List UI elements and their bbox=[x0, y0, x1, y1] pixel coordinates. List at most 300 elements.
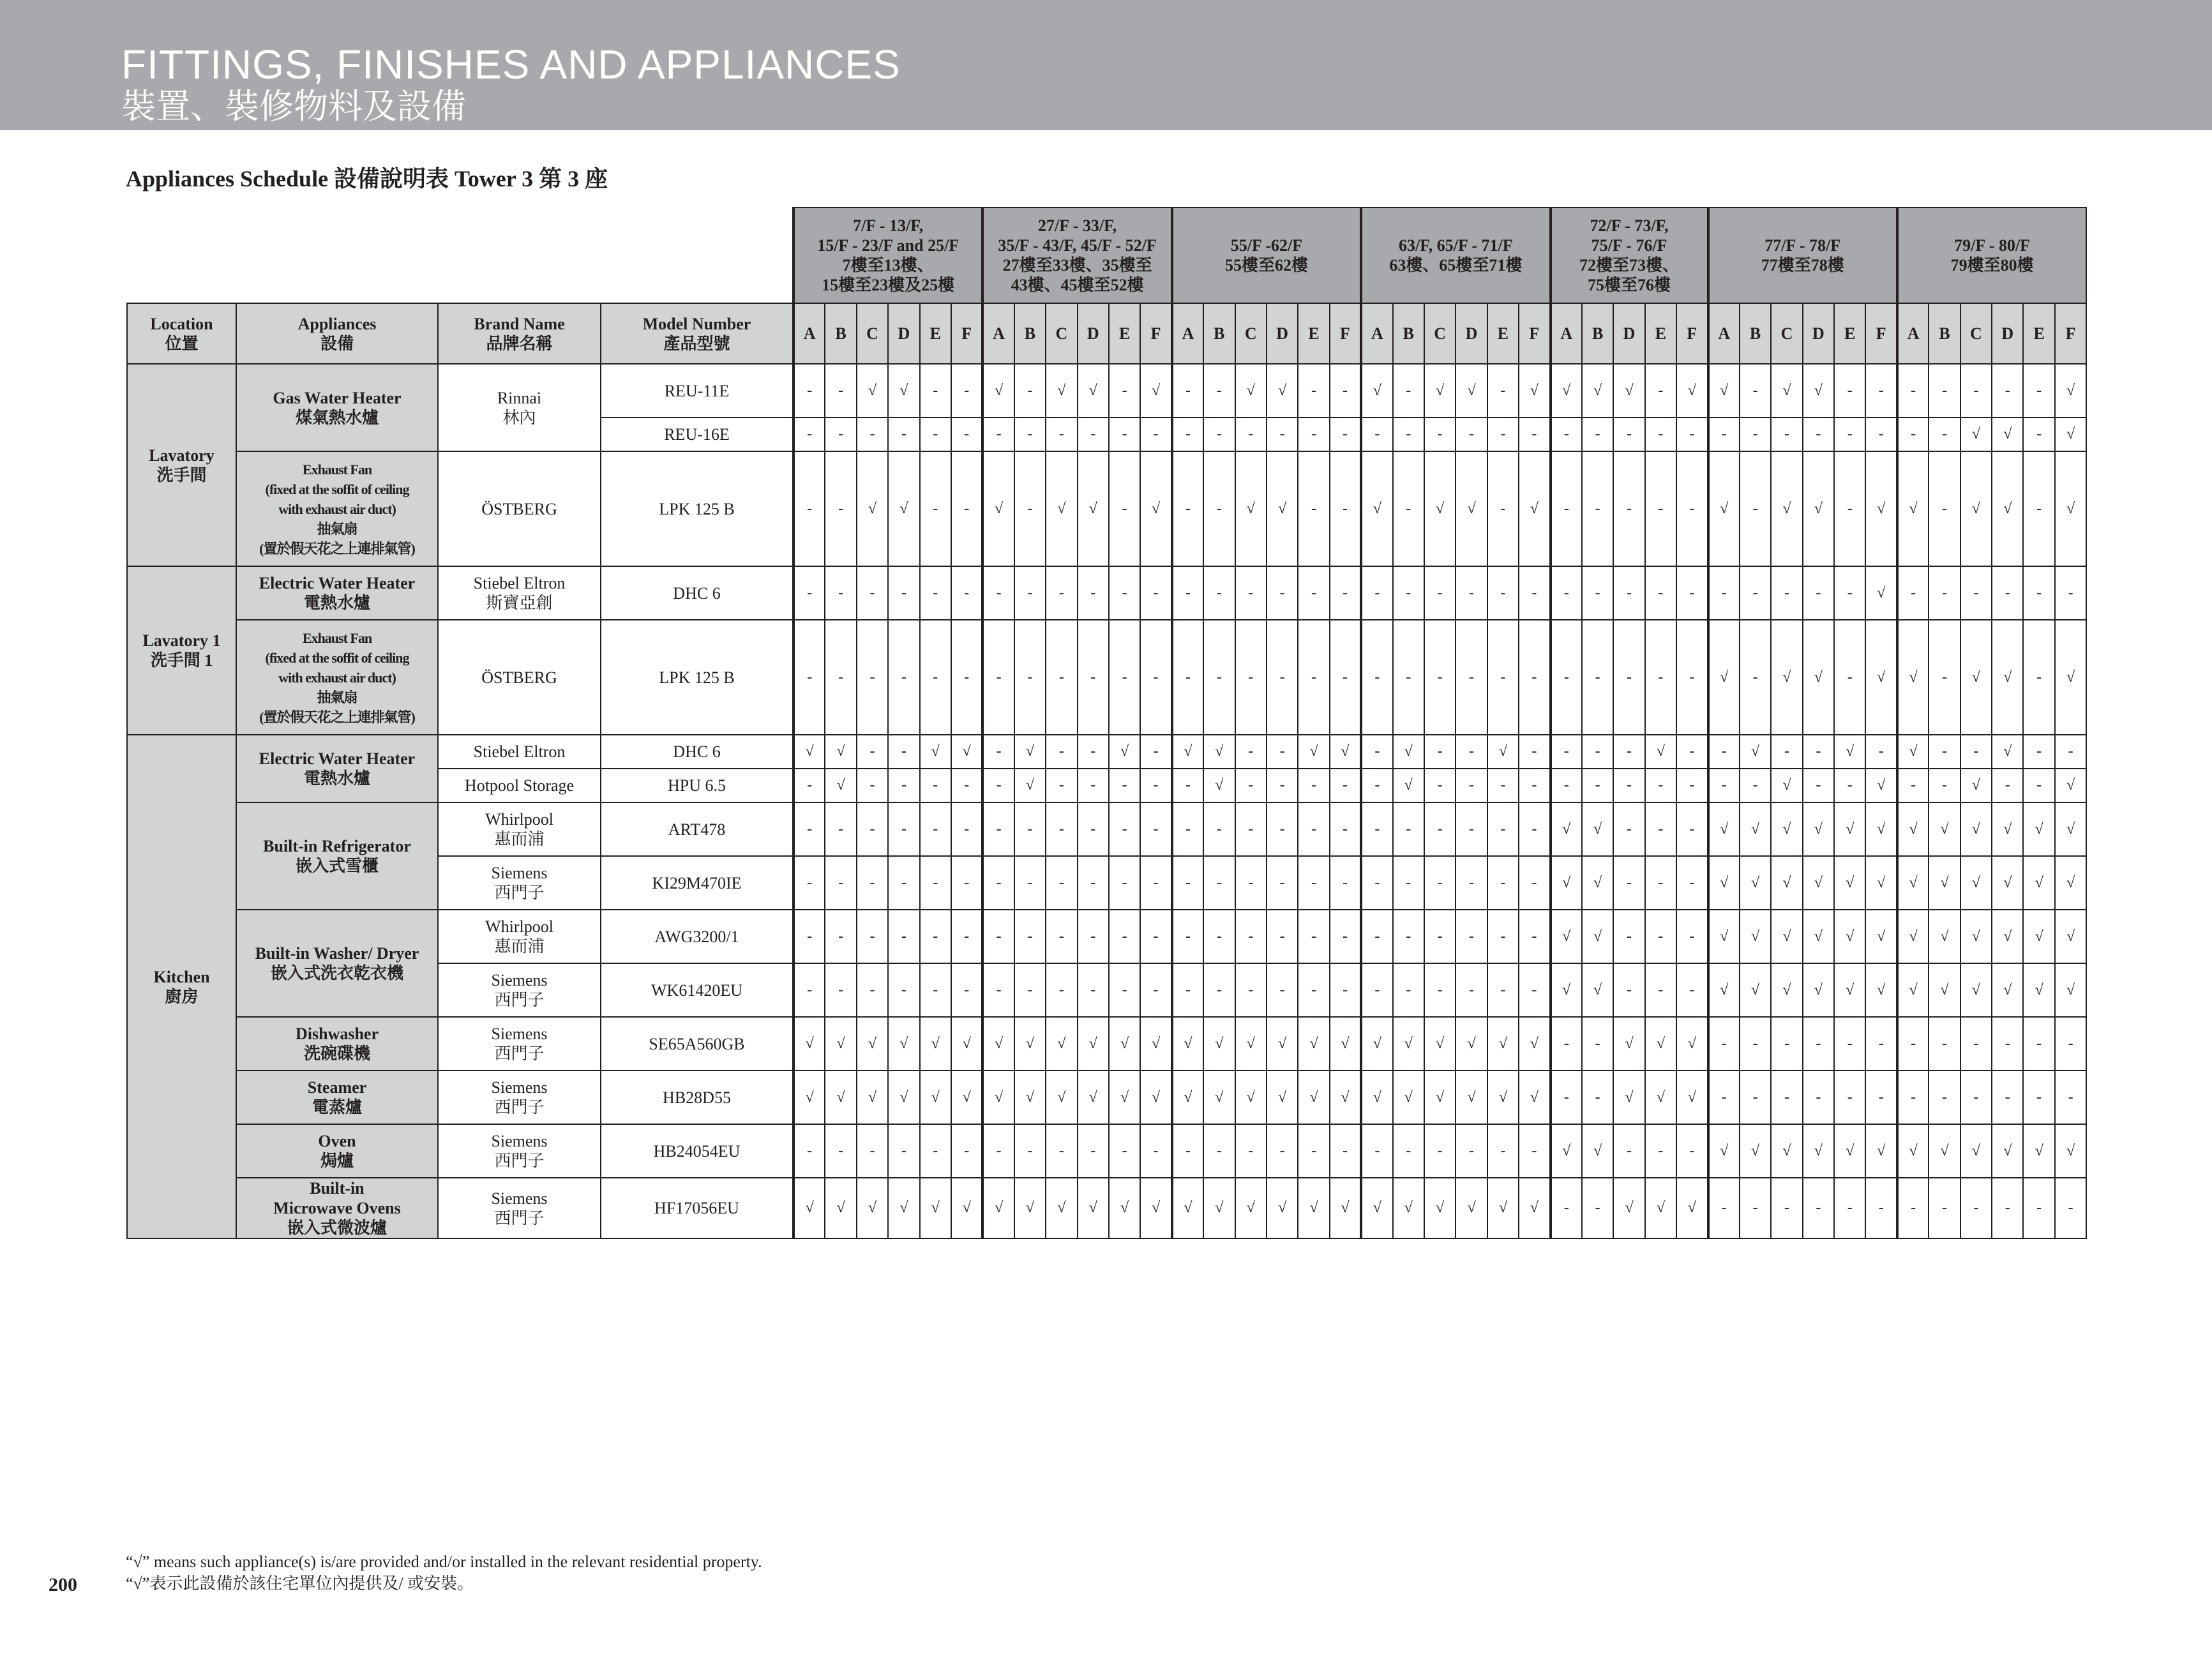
availability-cell: - bbox=[1992, 1178, 2023, 1238]
availability-cell: - bbox=[1708, 769, 1740, 802]
availability-cell: √ bbox=[1929, 802, 1960, 856]
availability-cell: - bbox=[1235, 963, 1267, 1017]
availability-cell: - bbox=[982, 735, 1014, 769]
unit-header: E bbox=[1834, 303, 1865, 364]
availability-cell: √ bbox=[1740, 963, 1771, 1017]
availability-cell: √ bbox=[1487, 1178, 1519, 1238]
availability-cell: √ bbox=[2055, 1124, 2086, 1178]
availability-cell: - bbox=[1613, 1124, 1644, 1178]
availability-cell: - bbox=[1645, 802, 1676, 856]
unit-header: B bbox=[1740, 303, 1771, 364]
availability-cell: - bbox=[1551, 620, 1582, 735]
availability-cell: √ bbox=[1676, 1017, 1708, 1071]
availability-cell: √ bbox=[1235, 1178, 1267, 1238]
availability-cell: √ bbox=[1424, 364, 1456, 417]
availability-cell: - bbox=[1582, 1017, 1613, 1071]
availability-cell: - bbox=[1330, 802, 1361, 856]
availability-cell: - bbox=[1267, 963, 1298, 1017]
availability-cell: √ bbox=[1078, 1178, 1109, 1238]
unit-header: B bbox=[1014, 303, 1046, 364]
availability-cell: - bbox=[1078, 1124, 1109, 1178]
model-cell: REU-16E bbox=[601, 417, 794, 451]
availability-cell: - bbox=[1424, 735, 1456, 769]
availability-cell: √ bbox=[1865, 856, 1897, 910]
availability-cell: - bbox=[1834, 1071, 1865, 1124]
availability-cell: - bbox=[1803, 566, 1834, 620]
availability-cell: - bbox=[1330, 1124, 1361, 1178]
unit-header: D bbox=[1613, 303, 1644, 364]
availability-cell: - bbox=[1109, 769, 1140, 802]
availability-cell: √ bbox=[1992, 417, 2023, 451]
availability-cell: - bbox=[2023, 769, 2054, 802]
availability-cell: - bbox=[1929, 1017, 1960, 1071]
availability-cell: - bbox=[825, 364, 856, 417]
availability-cell: - bbox=[1172, 856, 1203, 910]
availability-cell: √ bbox=[1771, 802, 1802, 856]
model-cell: AWG3200/1 bbox=[601, 910, 794, 963]
availability-cell: - bbox=[1740, 1017, 1771, 1071]
availability-cell: √ bbox=[982, 451, 1014, 566]
availability-cell: √ bbox=[1078, 364, 1109, 417]
availability-cell: √ bbox=[1960, 451, 1992, 566]
availability-cell: - bbox=[794, 417, 825, 451]
availability-cell: - bbox=[1140, 620, 1171, 735]
availability-cell: √ bbox=[2023, 963, 2054, 1017]
unit-header: E bbox=[1645, 303, 1676, 364]
availability-cell: - bbox=[1078, 769, 1109, 802]
availability-cell: - bbox=[1929, 364, 1960, 417]
availability-cell: √ bbox=[1803, 364, 1834, 417]
availability-cell: √ bbox=[982, 364, 1014, 417]
unit-header: E bbox=[920, 303, 951, 364]
availability-cell: √ bbox=[825, 1071, 856, 1124]
availability-cell: - bbox=[920, 910, 951, 963]
availability-cell: - bbox=[857, 769, 888, 802]
availability-cell: - bbox=[1740, 1178, 1771, 1238]
availability-cell: - bbox=[1235, 802, 1267, 856]
availability-cell: - bbox=[1203, 364, 1235, 417]
availability-cell: √ bbox=[2055, 910, 2086, 963]
availability-cell: √ bbox=[1834, 1124, 1865, 1178]
availability-cell: √ bbox=[920, 735, 951, 769]
availability-cell: - bbox=[920, 963, 951, 1017]
availability-cell: √ bbox=[1014, 769, 1046, 802]
availability-cell: - bbox=[1803, 769, 1834, 802]
availability-cell: √ bbox=[1014, 1017, 1046, 1071]
availability-cell: - bbox=[1676, 566, 1708, 620]
availability-cell: - bbox=[1330, 856, 1361, 910]
availability-cell: √ bbox=[1330, 1178, 1361, 1238]
availability-cell: - bbox=[1298, 856, 1329, 910]
availability-cell: - bbox=[1708, 1178, 1740, 1238]
availability-cell: - bbox=[920, 769, 951, 802]
appliance-cell: Oven 焗爐 bbox=[236, 1124, 438, 1178]
availability-cell: - bbox=[1645, 364, 1676, 417]
availability-cell: - bbox=[1424, 856, 1456, 910]
availability-cell: - bbox=[1424, 963, 1456, 1017]
availability-cell: √ bbox=[1960, 769, 1992, 802]
availability-cell: - bbox=[1014, 1124, 1046, 1178]
brand-header: Brand Name 品牌名稱 bbox=[438, 303, 601, 364]
availability-cell: - bbox=[1172, 417, 1203, 451]
availability-cell: - bbox=[1929, 417, 1960, 451]
availability-cell: - bbox=[1645, 856, 1676, 910]
availability-cell: - bbox=[1960, 566, 1992, 620]
availability-cell: - bbox=[2023, 620, 2054, 735]
availability-cell: - bbox=[1992, 1071, 2023, 1124]
availability-cell: - bbox=[920, 1124, 951, 1178]
availability-cell: - bbox=[1708, 1017, 1740, 1071]
availability-cell: √ bbox=[1014, 1178, 1046, 1238]
availability-cell: - bbox=[1078, 417, 1109, 451]
availability-cell: - bbox=[1109, 963, 1140, 1017]
unit-header: F bbox=[1140, 303, 1171, 364]
availability-cell: - bbox=[982, 802, 1014, 856]
floor-group-header: 27/F - 33/F, 35/F - 43/F, 45/F - 52/F 27樓至33樓、35樓至 43樓、45樓至52樓 bbox=[982, 207, 1171, 303]
schedule-title: Appliances Schedule 設備說明表 Tower 3 第 3 座 bbox=[126, 166, 608, 192]
availability-cell: - bbox=[1456, 769, 1487, 802]
availability-cell: - bbox=[951, 1124, 982, 1178]
availability-cell: √ bbox=[1203, 1071, 1235, 1124]
availability-cell: - bbox=[1613, 451, 1644, 566]
availability-cell: √ bbox=[1551, 963, 1582, 1017]
availability-cell: - bbox=[1834, 1178, 1865, 1238]
availability-cell: √ bbox=[1771, 451, 1802, 566]
availability-cell: - bbox=[1582, 417, 1613, 451]
availability-cell: - bbox=[1361, 856, 1392, 910]
availability-cell: √ bbox=[1235, 1017, 1267, 1071]
appliances-header: Appliances 設備 bbox=[236, 303, 438, 364]
availability-cell: √ bbox=[1330, 1071, 1361, 1124]
availability-cell: - bbox=[1771, 1017, 1802, 1071]
availability-cell: √ bbox=[1424, 1017, 1456, 1071]
availability-cell: √ bbox=[1519, 451, 1550, 566]
floor-group-header: 77/F - 78/F 77樓至78樓 bbox=[1708, 207, 1897, 303]
availability-cell: - bbox=[1865, 417, 1897, 451]
availability-cell: √ bbox=[1992, 620, 2023, 735]
availability-cell: - bbox=[1267, 802, 1298, 856]
availability-cell: √ bbox=[920, 1071, 951, 1124]
availability-cell: - bbox=[1109, 856, 1140, 910]
availability-cell: - bbox=[1140, 566, 1171, 620]
availability-cell: - bbox=[1834, 1017, 1865, 1071]
availability-cell: - bbox=[1676, 769, 1708, 802]
availability-cell: - bbox=[1078, 963, 1109, 1017]
availability-cell: - bbox=[1267, 1124, 1298, 1178]
availability-cell: - bbox=[1298, 566, 1329, 620]
availability-cell: - bbox=[857, 802, 888, 856]
availability-cell: - bbox=[1582, 1178, 1613, 1238]
availability-cell: √ bbox=[1393, 735, 1424, 769]
availability-cell: - bbox=[794, 1124, 825, 1178]
availability-cell: - bbox=[1046, 735, 1077, 769]
availability-cell: √ bbox=[2055, 769, 2086, 802]
availability-cell: √ bbox=[2055, 451, 2086, 566]
availability-cell: - bbox=[1487, 451, 1519, 566]
availability-cell: - bbox=[1897, 769, 1929, 802]
availability-cell: √ bbox=[1046, 451, 1077, 566]
availability-cell: √ bbox=[1298, 1178, 1329, 1238]
model-cell: WK61420EU bbox=[601, 963, 794, 1017]
availability-cell: √ bbox=[1960, 963, 1992, 1017]
availability-cell: - bbox=[1551, 566, 1582, 620]
availability-cell: - bbox=[951, 417, 982, 451]
availability-cell: - bbox=[2055, 735, 2086, 769]
availability-cell: √ bbox=[1361, 451, 1392, 566]
unit-header: C bbox=[1424, 303, 1456, 364]
availability-cell: - bbox=[1865, 1178, 1897, 1238]
availability-cell: √ bbox=[1424, 1178, 1456, 1238]
availability-cell: √ bbox=[825, 735, 856, 769]
appliance-cell: Built-in Microwave Ovens 嵌入式微波爐 bbox=[236, 1178, 438, 1238]
availability-cell: - bbox=[951, 566, 982, 620]
availability-cell: - bbox=[1740, 769, 1771, 802]
availability-cell: - bbox=[857, 735, 888, 769]
table-row bbox=[127, 566, 2086, 620]
availability-cell: √ bbox=[1456, 1178, 1487, 1238]
availability-cell: - bbox=[1803, 735, 1834, 769]
availability-cell: - bbox=[1708, 417, 1740, 451]
unit-header: A bbox=[1361, 303, 1392, 364]
unit-header: F bbox=[1519, 303, 1550, 364]
availability-cell: - bbox=[888, 620, 919, 735]
availability-cell: √ bbox=[1582, 802, 1613, 856]
availability-cell: √ bbox=[1393, 1017, 1424, 1071]
availability-cell: √ bbox=[1519, 364, 1550, 417]
model-cell: ART478 bbox=[601, 802, 794, 856]
availability-cell: - bbox=[1676, 620, 1708, 735]
availability-cell: - bbox=[888, 566, 919, 620]
availability-cell: - bbox=[825, 856, 856, 910]
availability-cell: - bbox=[1487, 769, 1519, 802]
availability-cell: - bbox=[1582, 735, 1613, 769]
availability-cell: √ bbox=[1109, 1017, 1140, 1071]
availability-cell: - bbox=[1361, 963, 1392, 1017]
availability-cell: √ bbox=[1929, 910, 1960, 963]
availability-cell: - bbox=[1046, 963, 1077, 1017]
availability-cell: √ bbox=[1992, 856, 2023, 910]
table-row bbox=[127, 1178, 2086, 1238]
availability-cell: √ bbox=[1865, 620, 1897, 735]
availability-cell: √ bbox=[1109, 735, 1140, 769]
availability-cell: √ bbox=[1834, 802, 1865, 856]
availability-cell: - bbox=[2023, 364, 2054, 417]
availability-cell: √ bbox=[2023, 802, 2054, 856]
brand-cell: Hotpool Storage bbox=[438, 769, 601, 802]
availability-cell: √ bbox=[1897, 802, 1929, 856]
availability-cell: √ bbox=[1456, 451, 1487, 566]
availability-cell: √ bbox=[1771, 910, 1802, 963]
availability-cell: √ bbox=[1960, 910, 1992, 963]
availability-cell: - bbox=[1487, 364, 1519, 417]
availability-cell: - bbox=[1361, 910, 1392, 963]
availability-cell: - bbox=[1424, 910, 1456, 963]
availability-cell: - bbox=[2023, 417, 2054, 451]
availability-cell: - bbox=[1645, 910, 1676, 963]
availability-cell: - bbox=[1740, 620, 1771, 735]
availability-cell: - bbox=[1582, 769, 1613, 802]
availability-cell: - bbox=[1424, 620, 1456, 735]
availability-cell: √ bbox=[1235, 1071, 1267, 1124]
availability-cell: - bbox=[794, 856, 825, 910]
availability-cell: - bbox=[1046, 856, 1077, 910]
availability-cell: √ bbox=[1645, 1178, 1676, 1238]
availability-cell: - bbox=[1456, 910, 1487, 963]
availability-cell: - bbox=[1046, 620, 1077, 735]
availability-cell: - bbox=[1298, 1124, 1329, 1178]
availability-cell: - bbox=[1046, 1124, 1077, 1178]
unit-header: E bbox=[2023, 303, 2054, 364]
header-spacer bbox=[127, 207, 794, 303]
availability-cell: √ bbox=[1140, 364, 1171, 417]
unit-header: B bbox=[1582, 303, 1613, 364]
availability-cell: √ bbox=[1803, 963, 1834, 1017]
availability-cell: - bbox=[1929, 1071, 1960, 1124]
availability-cell: √ bbox=[951, 1071, 982, 1124]
unit-header: D bbox=[1267, 303, 1298, 364]
availability-cell: - bbox=[920, 566, 951, 620]
availability-cell: √ bbox=[982, 1017, 1014, 1071]
availability-cell: - bbox=[1298, 963, 1329, 1017]
availability-cell: - bbox=[1109, 451, 1140, 566]
appliance-cell: Exhaust Fan (fixed at the soffit of ceiling with exhaust air duct) 抽氣扇 (置於假天花之上連排氣管) bbox=[236, 451, 438, 566]
availability-cell: √ bbox=[1519, 1017, 1550, 1071]
availability-cell: √ bbox=[1897, 451, 1929, 566]
unit-header: C bbox=[857, 303, 888, 364]
availability-cell: √ bbox=[2023, 910, 2054, 963]
availability-cell: - bbox=[1771, 1178, 1802, 1238]
availability-cell: - bbox=[1330, 417, 1361, 451]
availability-cell: √ bbox=[920, 1178, 951, 1238]
availability-cell: - bbox=[1078, 620, 1109, 735]
unit-header: F bbox=[951, 303, 982, 364]
availability-cell: √ bbox=[1897, 856, 1929, 910]
availability-cell: √ bbox=[1771, 620, 1802, 735]
location-cell: Kitchen 廚房 bbox=[127, 735, 236, 1238]
availability-cell: - bbox=[1424, 1124, 1456, 1178]
availability-cell: √ bbox=[857, 451, 888, 566]
availability-cell: - bbox=[1140, 1124, 1171, 1178]
availability-cell: √ bbox=[1203, 735, 1235, 769]
availability-cell: - bbox=[1298, 451, 1329, 566]
availability-cell: √ bbox=[1487, 1017, 1519, 1071]
unit-header: B bbox=[825, 303, 856, 364]
availability-cell: - bbox=[1014, 364, 1046, 417]
availability-cell: √ bbox=[1361, 1178, 1392, 1238]
availability-cell: - bbox=[1834, 769, 1865, 802]
unit-header: B bbox=[1393, 303, 1424, 364]
availability-cell: √ bbox=[1424, 451, 1456, 566]
availability-cell: - bbox=[1298, 802, 1329, 856]
availability-cell: √ bbox=[1771, 856, 1802, 910]
availability-cell: - bbox=[1960, 364, 1992, 417]
availability-cell: - bbox=[1487, 566, 1519, 620]
model-cell: KI29M470IE bbox=[601, 856, 794, 910]
availability-cell: √ bbox=[1708, 620, 1740, 735]
brand-cell: Siemens 西門子 bbox=[438, 1124, 601, 1178]
availability-cell: - bbox=[1393, 1124, 1424, 1178]
availability-cell: √ bbox=[1771, 769, 1802, 802]
availability-cell: - bbox=[1519, 910, 1550, 963]
availability-cell: √ bbox=[1046, 1178, 1077, 1238]
appliance-cell: Electric Water Heater 電熱水爐 bbox=[236, 566, 438, 620]
location-cell: Lavatory 1 洗手間 1 bbox=[127, 566, 236, 735]
availability-cell: - bbox=[982, 963, 1014, 1017]
availability-cell: - bbox=[2023, 1178, 2054, 1238]
availability-cell: √ bbox=[1424, 1071, 1456, 1124]
availability-cell: - bbox=[1203, 910, 1235, 963]
table-row bbox=[127, 1017, 2086, 1071]
availability-cell: √ bbox=[1708, 910, 1740, 963]
availability-cell: - bbox=[1361, 802, 1392, 856]
availability-cell: - bbox=[1519, 566, 1550, 620]
availability-cell: √ bbox=[1298, 1017, 1329, 1071]
availability-cell: √ bbox=[857, 1178, 888, 1238]
availability-cell: - bbox=[857, 910, 888, 963]
availability-cell: - bbox=[951, 910, 982, 963]
availability-cell: - bbox=[857, 417, 888, 451]
availability-cell: - bbox=[982, 856, 1014, 910]
availability-cell: - bbox=[1897, 1071, 1929, 1124]
unit-header: F bbox=[2055, 303, 2086, 364]
appliance-cell: Exhaust Fan (fixed at the soffit of ceiling with exhaust air duct) 抽氣扇 (置於假天花之上連排氣管) bbox=[236, 620, 438, 735]
availability-cell: √ bbox=[1330, 1017, 1361, 1071]
availability-cell: - bbox=[1960, 735, 1992, 769]
availability-cell: - bbox=[1424, 769, 1456, 802]
page-number: 200 bbox=[49, 1574, 77, 1595]
unit-header: C bbox=[1960, 303, 1992, 364]
availability-cell: - bbox=[1140, 417, 1171, 451]
availability-cell: - bbox=[1834, 620, 1865, 735]
availability-cell: - bbox=[825, 620, 856, 735]
appliance-cell: Dishwasher 洗碗碟機 bbox=[236, 1017, 438, 1071]
availability-cell: - bbox=[2055, 566, 2086, 620]
availability-cell: - bbox=[1456, 856, 1487, 910]
availability-cell: √ bbox=[1582, 364, 1613, 417]
availability-cell: - bbox=[794, 451, 825, 566]
availability-cell: √ bbox=[1803, 620, 1834, 735]
availability-cell: √ bbox=[794, 1071, 825, 1124]
availability-cell: - bbox=[1046, 417, 1077, 451]
availability-cell: √ bbox=[1551, 364, 1582, 417]
availability-cell: - bbox=[1140, 910, 1171, 963]
availability-cell: - bbox=[1393, 417, 1424, 451]
availability-cell: - bbox=[1613, 620, 1644, 735]
availability-cell: - bbox=[920, 451, 951, 566]
availability-cell: √ bbox=[1393, 1071, 1424, 1124]
availability-cell: - bbox=[982, 1124, 1014, 1178]
availability-cell: √ bbox=[1960, 417, 1992, 451]
availability-cell: √ bbox=[951, 1017, 982, 1071]
availability-cell: - bbox=[1613, 856, 1644, 910]
availability-cell: - bbox=[1267, 856, 1298, 910]
availability-cell: - bbox=[1014, 910, 1046, 963]
availability-cell: - bbox=[982, 620, 1014, 735]
availability-cell: - bbox=[1708, 566, 1740, 620]
availability-cell: √ bbox=[1235, 451, 1267, 566]
availability-cell: √ bbox=[1708, 963, 1740, 1017]
availability-cell: √ bbox=[1834, 735, 1865, 769]
floor-group-header: 79/F - 80/F 79樓至80樓 bbox=[1897, 207, 2086, 303]
availability-cell: √ bbox=[982, 1178, 1014, 1238]
availability-cell: √ bbox=[1393, 769, 1424, 802]
availability-cell: - bbox=[888, 417, 919, 451]
availability-cell: - bbox=[1046, 566, 1077, 620]
availability-cell: - bbox=[1519, 417, 1550, 451]
availability-cell: - bbox=[1897, 1178, 1929, 1238]
availability-cell: - bbox=[1298, 620, 1329, 735]
availability-cell: √ bbox=[2055, 963, 2086, 1017]
